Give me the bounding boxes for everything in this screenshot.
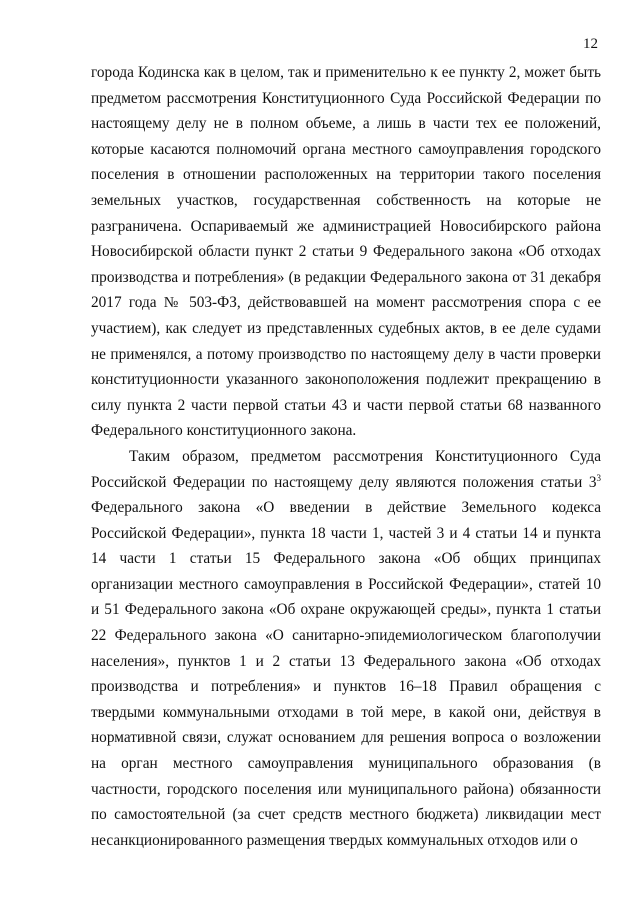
- text-line: частности, городского поселения или муниципального района) обязанности: [91, 780, 601, 798]
- text-line: населения», пунктов 1 и 2 статьи 13 Федерального закона «Об отходах: [91, 652, 601, 670]
- superscript: 3: [596, 472, 601, 483]
- paragraph-2: [91, 444, 601, 854]
- page-number: 12: [583, 36, 598, 52]
- text-line: Российской Федерации», пункта 18 части 1, частей 3 и 4 статьи 14 и пункта: [91, 524, 601, 542]
- text-line: конституционности указанного законоположения подлежит прекращению в: [91, 371, 601, 389]
- text-line: производства и потребления» и пунктов 16–18 Правил обращения с: [91, 678, 601, 696]
- text-line: предметом рассмотрения Конституционного Суда Российской Федерации по: [91, 89, 601, 107]
- text-line: силу пункта 2 части первой статьи 43 и части первой статьи 68 названного: [91, 396, 601, 414]
- text-line: разграничена. Оспариваемый же администрацией Новосибирского района: [91, 217, 601, 235]
- text-line: Российской Федерации по настоящему делу являются положения статьи $3^3$: [91, 472, 601, 491]
- text-line: производства и потребления» (в редакции Федерального закона от 31 декабря: [91, 268, 601, 286]
- text-line: Федерального закона «О введении в действие Земельного кодекса: [91, 499, 601, 517]
- text-line: 22 Федерального закона «О санитарно-эпидемиологическом благополучии: [91, 627, 601, 645]
- text-line: участием), как следует из представленных судебных актов, в ее деле судами: [91, 319, 601, 337]
- text-line: по самостоятельной (за счет средств местного бюджета) ликвидации мест: [91, 806, 601, 824]
- text-line: 14 части 1 статьи 15 Федерального закона «Об общих принципах: [91, 550, 601, 568]
- text-line: нормативной связи, служат основанием для решения вопроса о возложении: [91, 729, 601, 747]
- body-text: [91, 60, 601, 853]
- text-line: поселения в отношении расположенных на территории такого поселения: [91, 166, 601, 184]
- text-line: которые касаются полномочий органа местного самоуправления городского: [91, 140, 601, 158]
- text-line: не применялся, а потому производство по настоящему делу в части проверки: [91, 345, 601, 363]
- text-line: города Кодинска как в целом, так и применительно к ее пункту 2, может быть: [91, 64, 601, 81]
- text-line: несанкционированного размещения твердых коммунальных отходов или о: [91, 831, 578, 849]
- text-line: твердыми коммунальными отходами в той мере, в какой они, действуя в: [91, 703, 601, 721]
- text-line: настоящему делу не в полном объеме, а лишь в части тех ее положений,: [91, 115, 601, 133]
- text-line: 2017 года № 503-ФЗ, действовавшей на момент рассмотрения спора с ее: [91, 294, 601, 312]
- paragraph-1: [91, 60, 601, 444]
- text-line: и 51 Федерального закона «Об охране окружающей среды», пункта 1 статьи: [91, 601, 601, 619]
- text-line: на орган местного самоуправления муниципального образования (в: [91, 755, 601, 773]
- text-line: земельных участков, государственная собственность на которые не: [91, 191, 601, 209]
- text-line: Федерального конституционного закона.: [91, 422, 357, 440]
- text-line: организации местного самоуправления в Российской Федерации», статей 10: [91, 575, 601, 593]
- text-line: Таким образом, предметом рассмотрения Конституционного Суда: [129, 447, 601, 465]
- text-line: Новосибирской области пункт 2 статьи 9 Федерального закона «Об отходах: [91, 243, 601, 261]
